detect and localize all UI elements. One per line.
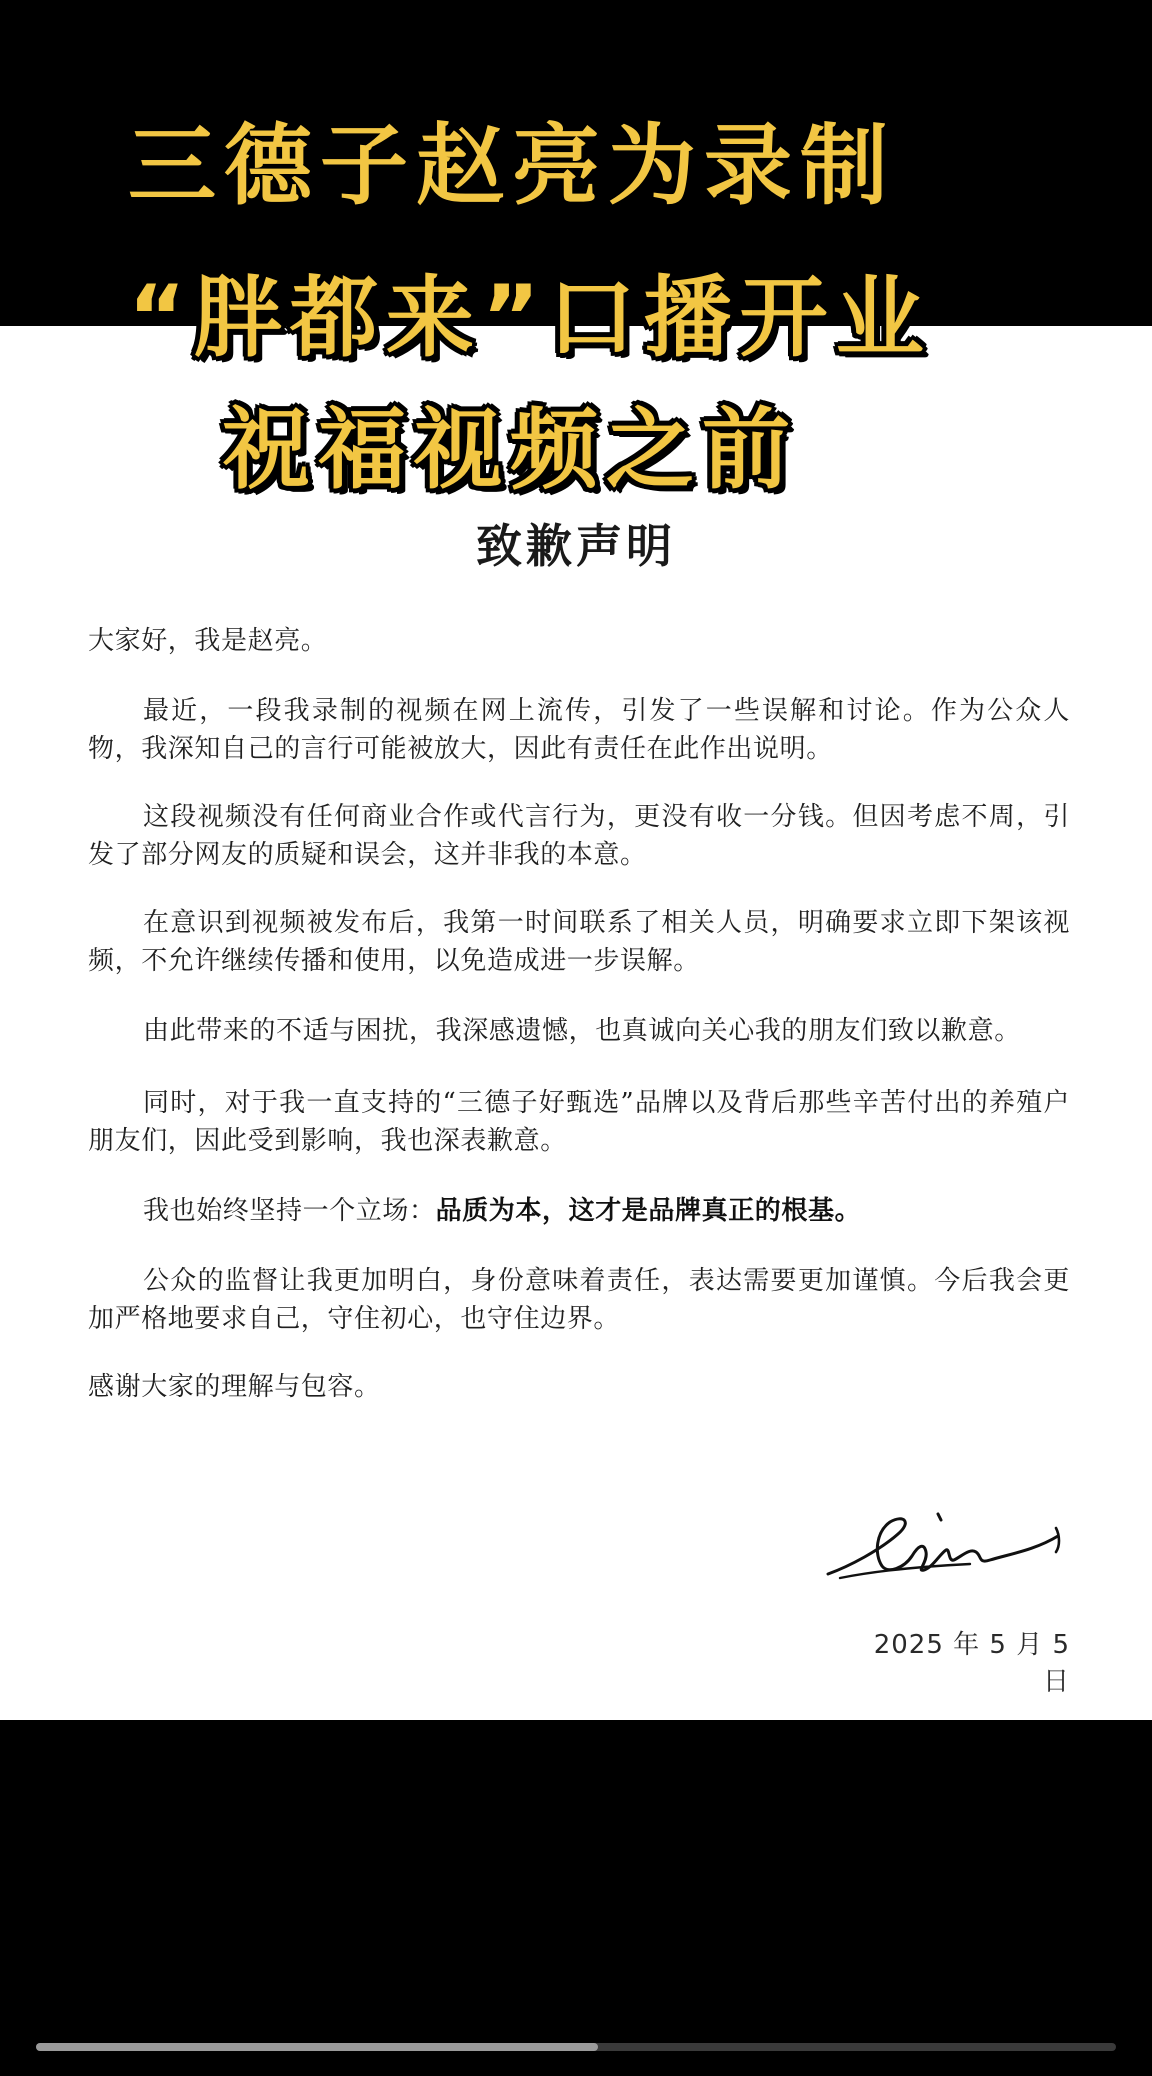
stance-prefix: 我也始终坚持一个立场： bbox=[143, 1196, 436, 1226]
stance-paragraph bbox=[88, 1192, 1070, 1230]
stance-bold: 品质为本，这才是品牌真正的根基。 bbox=[435, 1196, 862, 1226]
signature-icon bbox=[820, 1506, 1070, 1586]
scrollbar-thumb[interactable] bbox=[36, 2043, 598, 2051]
paragraph-4: 由此带来的不适与困扰，我深感遗憾，也真诚向关心我的朋友们致以歉意。 bbox=[143, 1016, 1021, 1046]
paragraph-1: 最近，一段我录制的视频在网上流传，引发了一些误解和讨论。作为公众人物，我深知自己的言行可能被放大，因此有责任在此作出说明。 bbox=[88, 696, 1070, 764]
bottom-black-band bbox=[0, 1720, 1152, 2076]
headline-line-1: 三德子赵亮为录制 bbox=[128, 114, 897, 217]
closing-line: 感谢大家的理解与包容。 bbox=[88, 1372, 381, 1402]
statement-date: 2025 年 5 月 5 日 bbox=[873, 1630, 1070, 1697]
paragraph-5: 同时，对于我一直支持的“三德子好甄选”品牌以及背后那些辛苦付出的养殖户朋友们，因此受到影响，我也深表歉意。 bbox=[88, 1088, 1070, 1156]
greeting: 大家好，我是赵亮。 bbox=[88, 626, 328, 656]
statement-title: 致歉声明 bbox=[476, 519, 676, 573]
paragraph-2: 这段视频没有任何商业合作或代言行为，更没有收一分钱。但因考虑不周，引发了部分网友的质疑和误会，这并非我的本意。 bbox=[88, 802, 1070, 870]
paragraph-last: 公众的监督让我更加明白，身份意味着责任，表达需要更加谨慎。今后我会更加严格地要求自己，守住初心，也守住边界。 bbox=[88, 1266, 1070, 1334]
headline-line-3: 祝福视频之前 bbox=[222, 398, 799, 501]
headline-line-2: “胖都来”口播开业 bbox=[128, 266, 932, 369]
paragraph-3: 在意识到视频被发布后，我第一时间联系了相关人员，明确要求立即下架该视频，不允许继续传播和使用，以免造成进一步误解。 bbox=[88, 908, 1070, 976]
